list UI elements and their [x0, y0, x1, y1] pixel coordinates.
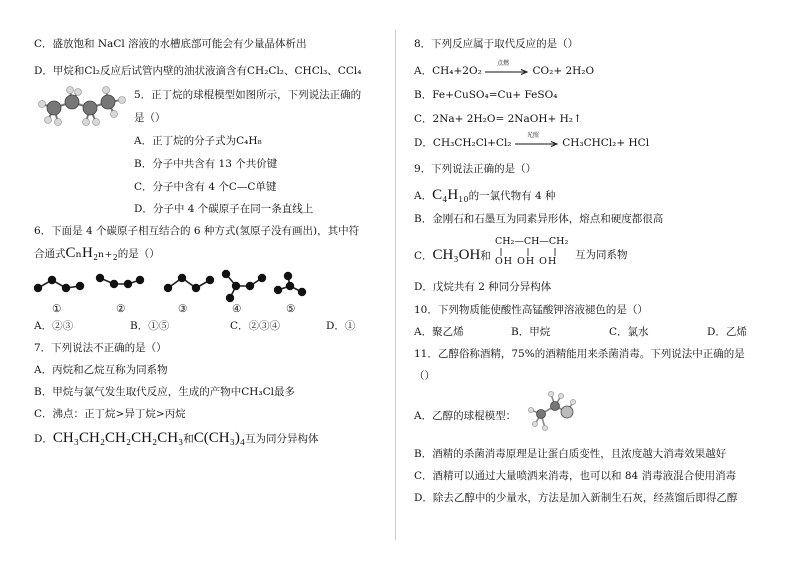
q7-option-b: B．甲烷与氯气发生取代反应，生成的产物中CH₃Cl最多	[34, 386, 296, 398]
q5-stem-line1: 5．正丁烷的球棍模型如图所示，下列说法正确的	[134, 89, 362, 101]
q9-formula-butane: C₄H₁₀	[432, 187, 469, 203]
q11-option-a: A．乙醇的球棍模型：	[414, 410, 517, 422]
q5-option-b: B．分子中共含有 13 个共价键	[134, 158, 278, 170]
q6-option-d: D．①	[326, 320, 356, 332]
q4-option-d: D．甲烷和Cl₂反应后试管内壁的油状液滴含有CH₂Cl₂、CHCl₃、CCl₄	[34, 65, 362, 77]
q7-option-a: A．丙烷和乙烷互称为同系物	[34, 364, 168, 376]
skeleton-label-3: ③	[178, 303, 188, 315]
q9-stem: 9．下列说法正确的是（）	[414, 163, 537, 175]
q7-formula-pentane: CH₃CH₂CH₂CH₂CH₃	[52, 430, 184, 446]
q10-option-b: B．甲烷	[511, 326, 551, 338]
q5-option-d: D．分子中 4 个碳原子在同一条直线上	[134, 203, 314, 215]
glycerol-hydroxyls: OH OH OH	[495, 256, 558, 267]
q9-formula-methanol: CH₃OH	[432, 247, 481, 263]
skeleton-label-1: ①	[52, 303, 62, 315]
q6-option-c: C．②③④	[230, 320, 281, 332]
q10-stem: 10．下列物质能使酸性高锰酸钾溶液褪色的是（）	[414, 304, 648, 316]
glycerol-chain: CH₂—CH—CH₂	[495, 236, 569, 247]
q8-option-a: A．CH₄+2O₂ 点燃 CO₂+ 2H₂O	[414, 60, 595, 77]
q6-stem-line2: 合通式CₙH₂ₙ₊₂的是（）	[34, 245, 160, 261]
q10-option-d: D．乙烯	[707, 326, 747, 338]
q11-option-d: D．除去乙醇中的少量水，方法是加入新制生石灰，经蒸馏后即得乙醇	[414, 492, 738, 504]
q4-option-c: C．盛放饱和 NaCl 溶液的水槽底部可能会有少量晶体析出	[34, 38, 307, 50]
carbon-skeletons-figure	[30, 268, 330, 304]
q8-option-d: D．CH₃CH₂Cl+Cl₂ 光照 CH₃CHCl₂+ HCl	[414, 132, 650, 149]
q7-formula-neopentane: C(CH₃)₄	[193, 430, 246, 446]
q6-option-a: A．②③	[34, 320, 74, 332]
q9-option-d: D．戊烷共有 2 种同分异构体	[414, 281, 552, 293]
reaction-arrow-d: 光照	[515, 138, 559, 148]
q6-formula: CₙH₂ₙ₊₂	[65, 245, 118, 261]
q11-option-b: B．酒精的杀菌消毒原理是让蛋白质变性，且浓度越大消毒效果越好	[414, 448, 727, 460]
right-column	[397, 0, 794, 561]
q6-option-b: B．①⑤	[130, 320, 170, 332]
q8-option-c: C．2Na+ 2H₂O= 2NaOH+ H₂↑	[414, 113, 582, 125]
skeleton-label-4: ④	[232, 303, 242, 315]
q10-option-c: C．氯水	[609, 326, 649, 338]
q9-option-a: A．C₄H₁₀的一氯代物有 4 种	[414, 187, 556, 203]
glycerol-structure	[495, 236, 568, 268]
q11-stem-line1: 11．乙醇俗称酒精，75%的酒精能用来杀菌消毒。下列说法中正确的是	[414, 348, 745, 360]
q7-option-c: C．沸点：正丁烷>异丁烷>丙烷	[34, 408, 186, 420]
q6-stem-line1: 6．下面是 4 个碳原子相互结合的 6 种方式(氢原子没有画出)，其中符	[34, 225, 360, 237]
q9-option-c-suffix: 互为同系物	[575, 249, 628, 261]
butane-ball-stick-model	[34, 86, 134, 136]
q10-option-a: A．聚乙烯	[414, 326, 464, 338]
reaction-arrow-a: 点燃	[485, 66, 529, 76]
q7-stem: 7．下列说法不正确的是（）	[34, 342, 167, 354]
q8-option-b: B．Fe+CuSO₄=Cu+ FeSO₄	[414, 89, 558, 101]
skeleton-label-5: ⑤	[286, 303, 296, 315]
q11-option-c: C．酒精可以通过大量喷洒来消毒，也可以和 84 消毒液混合使用消毒	[414, 470, 737, 482]
q9-option-b: B．金刚石和石墨互为同素异形体，熔点和硬度都很高	[414, 213, 664, 225]
q11-stem-line2: （）	[414, 370, 435, 382]
q9-option-c: C．CH₃OH和	[414, 247, 491, 263]
q7-option-d: D．CH₃CH₂CH₂CH₂CH₃和C(CH₃)₄互为同分异构体	[34, 430, 319, 446]
q5-stem-line2: 是（）	[134, 112, 166, 124]
q5-option-c: C．分子中含有 4 个C—C单键	[134, 181, 277, 193]
q8-stem: 8．下列反应属于取代反应的是（）	[414, 38, 579, 50]
skeleton-label-2: ②	[116, 303, 126, 315]
ethanol-ball-stick-model	[521, 388, 581, 438]
q5-option-a: A．正丁烷的分子式为C₄H₈	[134, 135, 262, 147]
